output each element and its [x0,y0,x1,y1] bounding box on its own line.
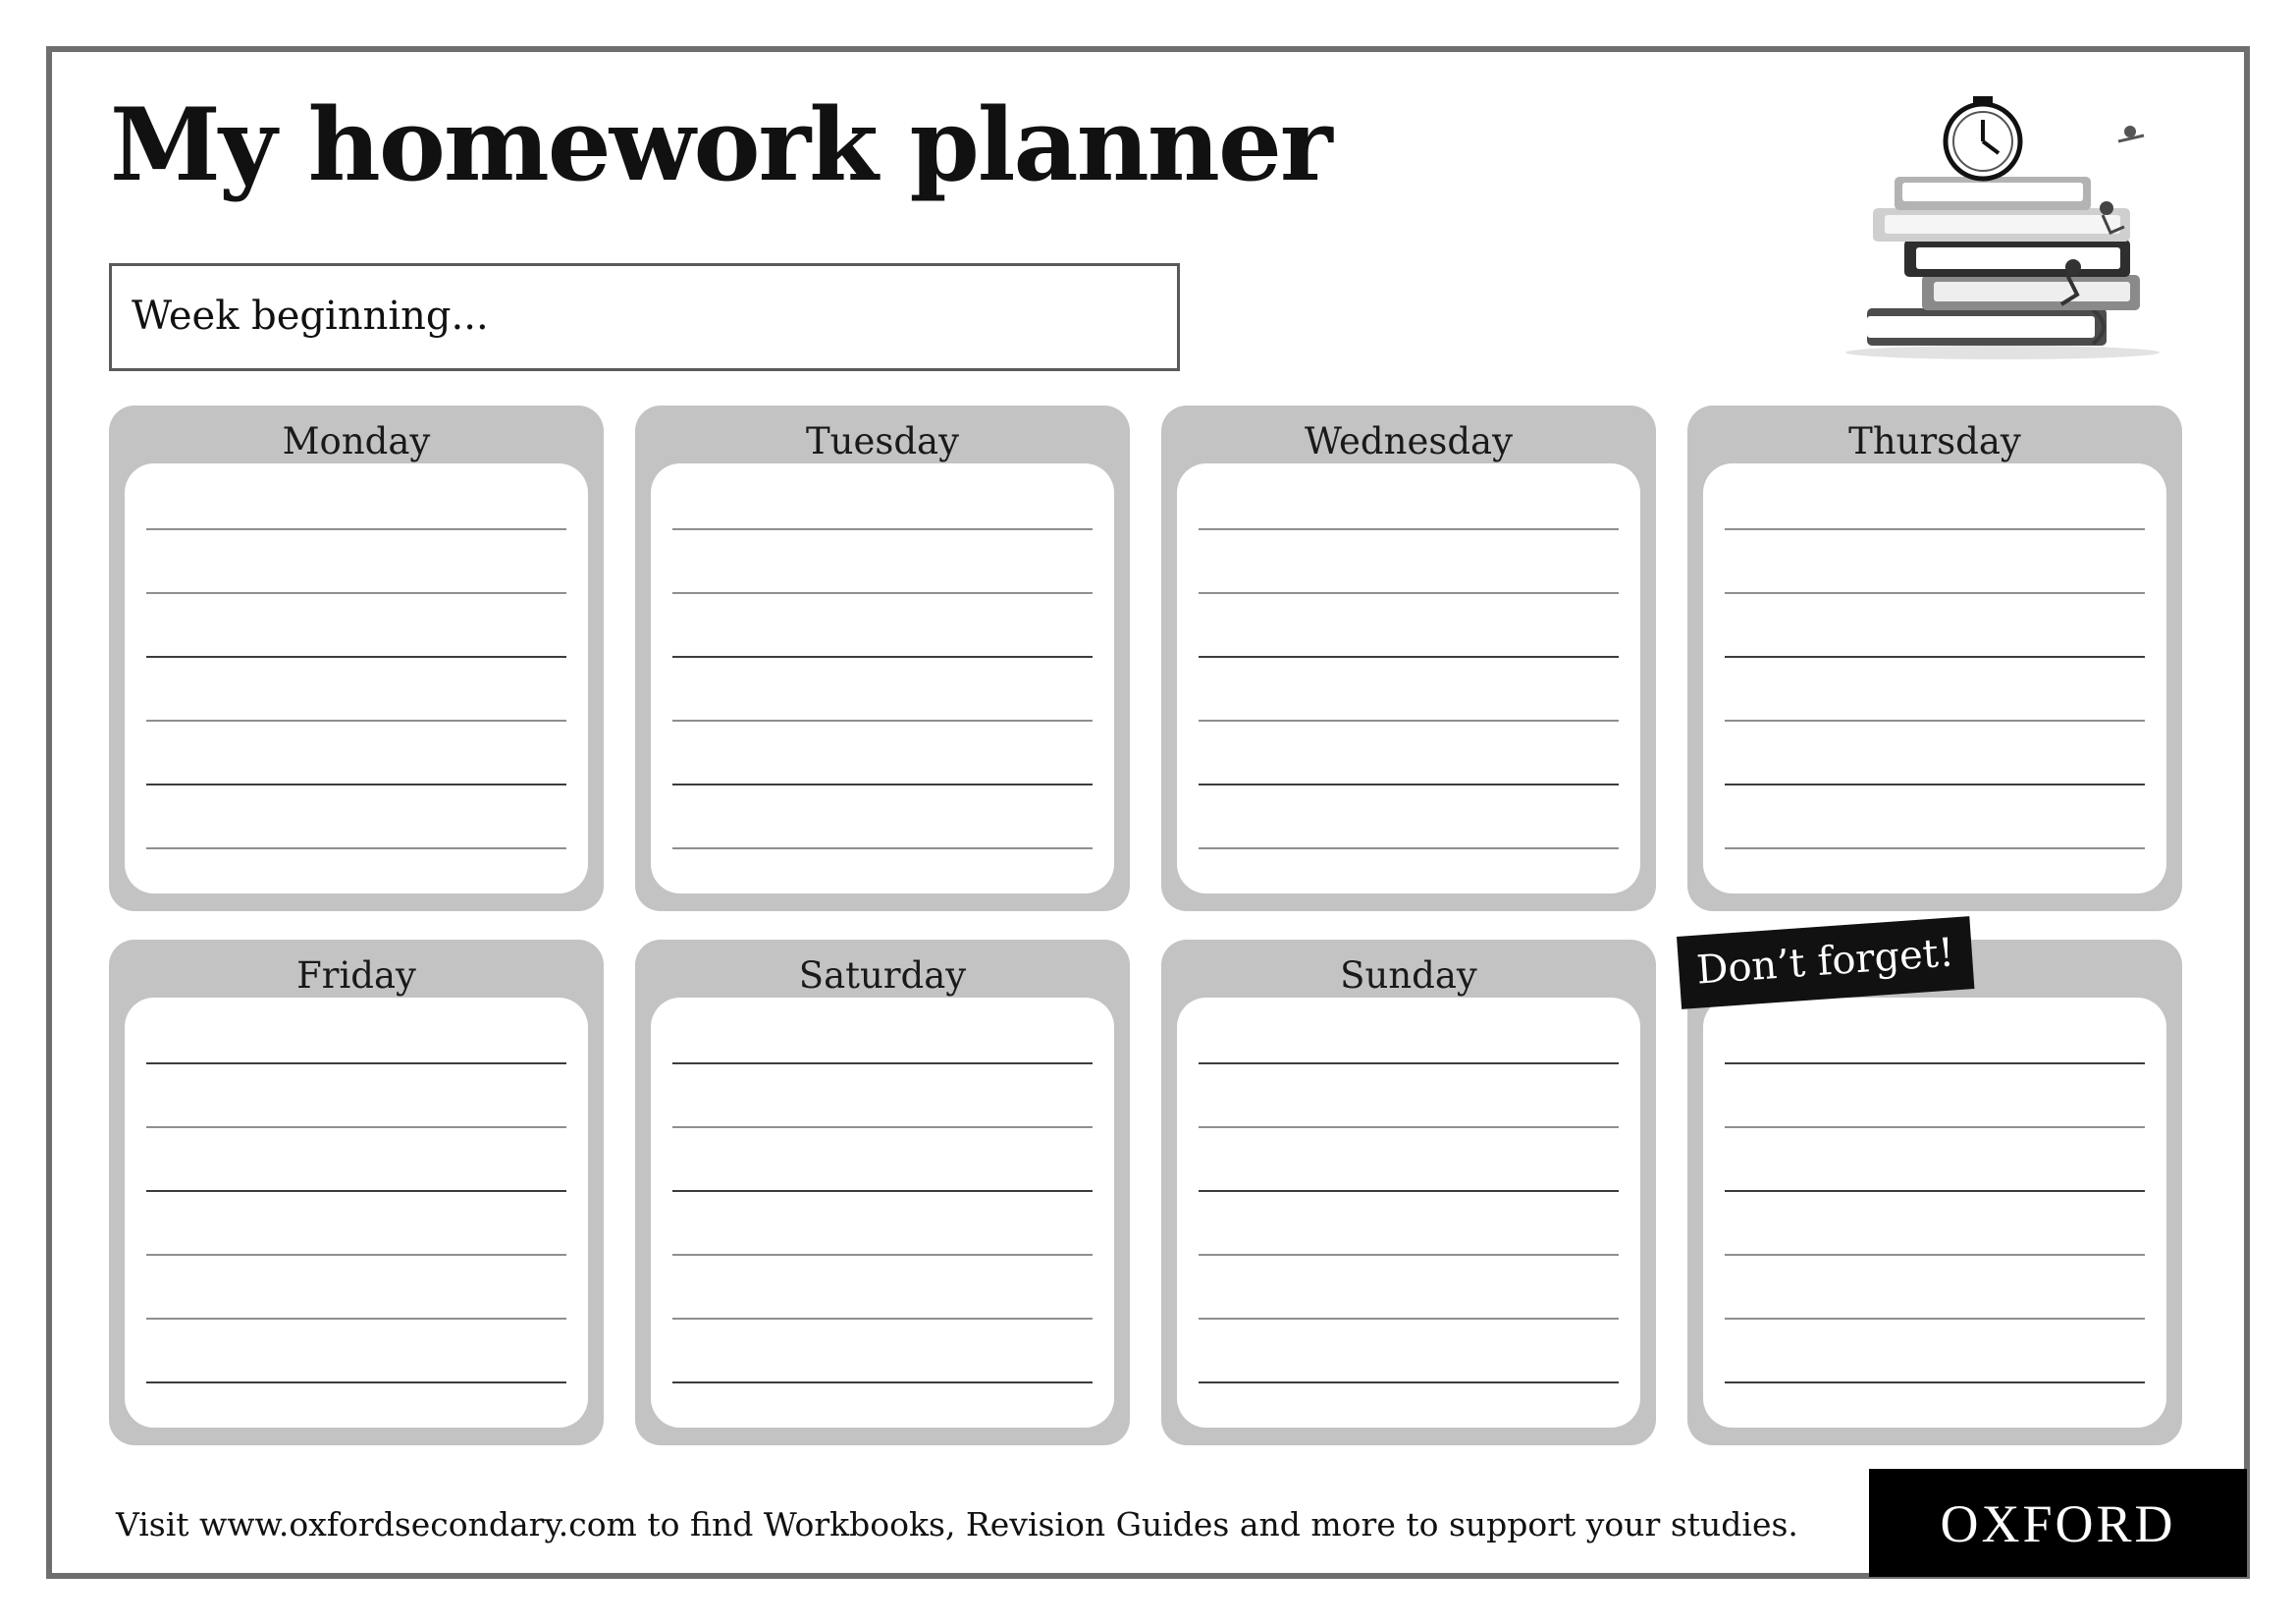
writing-line [1725,1318,2145,1320]
writing-line [1725,1190,2145,1192]
day-card-saturday [635,940,1130,1445]
day-card-thursday [1687,406,2182,911]
notes-area[interactable] [1703,998,2166,1428]
week-beginning-field[interactable] [109,263,1180,371]
writing-line [1199,847,1619,849]
writing-line [672,1126,1093,1128]
writing-line [146,528,566,530]
writing-line [672,592,1093,594]
writing-line [672,1254,1093,1256]
writing-line [672,1190,1093,1192]
books-clock-illustration [1836,71,2179,365]
dont-forget-label: Don’t forget! [1677,916,1974,1009]
notes-area[interactable] [651,463,1114,893]
writing-line [672,847,1093,849]
writing-line [146,1318,566,1320]
writing-line [146,656,566,658]
writing-line [1199,784,1619,785]
writing-line [1725,784,2145,785]
writing-line [1199,1318,1619,1320]
week-beginning-label: Week beginning... [132,294,489,339]
writing-line [1199,720,1619,722]
notes-area[interactable] [1703,463,2166,893]
writing-line [1725,1254,2145,1256]
day-card-sunday [1161,940,1656,1445]
day-title: Monday [282,420,431,462]
writing-line [1725,1381,2145,1383]
writing-line [1199,1062,1619,1064]
day-title: Saturday [798,954,967,997]
writing-line [672,1062,1093,1064]
writing-line [1725,592,2145,594]
writing-line [1199,1254,1619,1256]
writing-line [146,1190,566,1192]
writing-line [146,720,566,722]
writing-line [672,1381,1093,1383]
writing-line [1199,592,1619,594]
writing-line [672,1318,1093,1320]
writing-line [1725,720,2145,722]
writing-line [146,847,566,849]
writing-line [1725,847,2145,849]
day-title: Sunday [1340,954,1477,997]
dont-forget-card [1687,940,2182,1445]
day-title: Friday [296,954,416,997]
day-title: Wednesday [1305,420,1513,462]
writing-line [1199,1190,1619,1192]
writing-line [672,784,1093,785]
writing-line [1199,528,1619,530]
writing-line [146,1381,566,1383]
day-card-friday [109,940,604,1445]
notes-area[interactable] [651,998,1114,1428]
writing-line [1199,1126,1619,1128]
writing-line [672,656,1093,658]
writing-line [146,1126,566,1128]
notes-area[interactable] [1177,998,1640,1428]
day-card-tuesday [635,406,1130,911]
writing-line [672,720,1093,722]
notes-area[interactable] [1177,463,1640,893]
brand-text: OXFORD [1940,1494,2176,1553]
writing-line [1199,1381,1619,1383]
writing-line [146,784,566,785]
notes-area[interactable] [125,463,588,893]
writing-line [1725,528,2145,530]
writing-line [146,1062,566,1064]
day-title: Thursday [1848,420,2021,462]
writing-line [1725,1126,2145,1128]
writing-line [1725,656,2145,658]
day-title: Tuesday [805,420,960,462]
writing-line [672,528,1093,530]
writing-line [1725,1062,2145,1064]
notes-area[interactable] [125,998,588,1428]
footer-text: Visit www.oxfordsecondary.com to find Workbooks, Revision Guides and more to support your studies. [116,1505,1798,1543]
page-title: My homework planner [110,86,1331,204]
day-card-wednesday [1161,406,1656,911]
writing-line [146,1254,566,1256]
oxford-logo [1869,1469,2247,1577]
writing-line [146,592,566,594]
writing-line [1199,656,1619,658]
day-card-monday [109,406,604,911]
